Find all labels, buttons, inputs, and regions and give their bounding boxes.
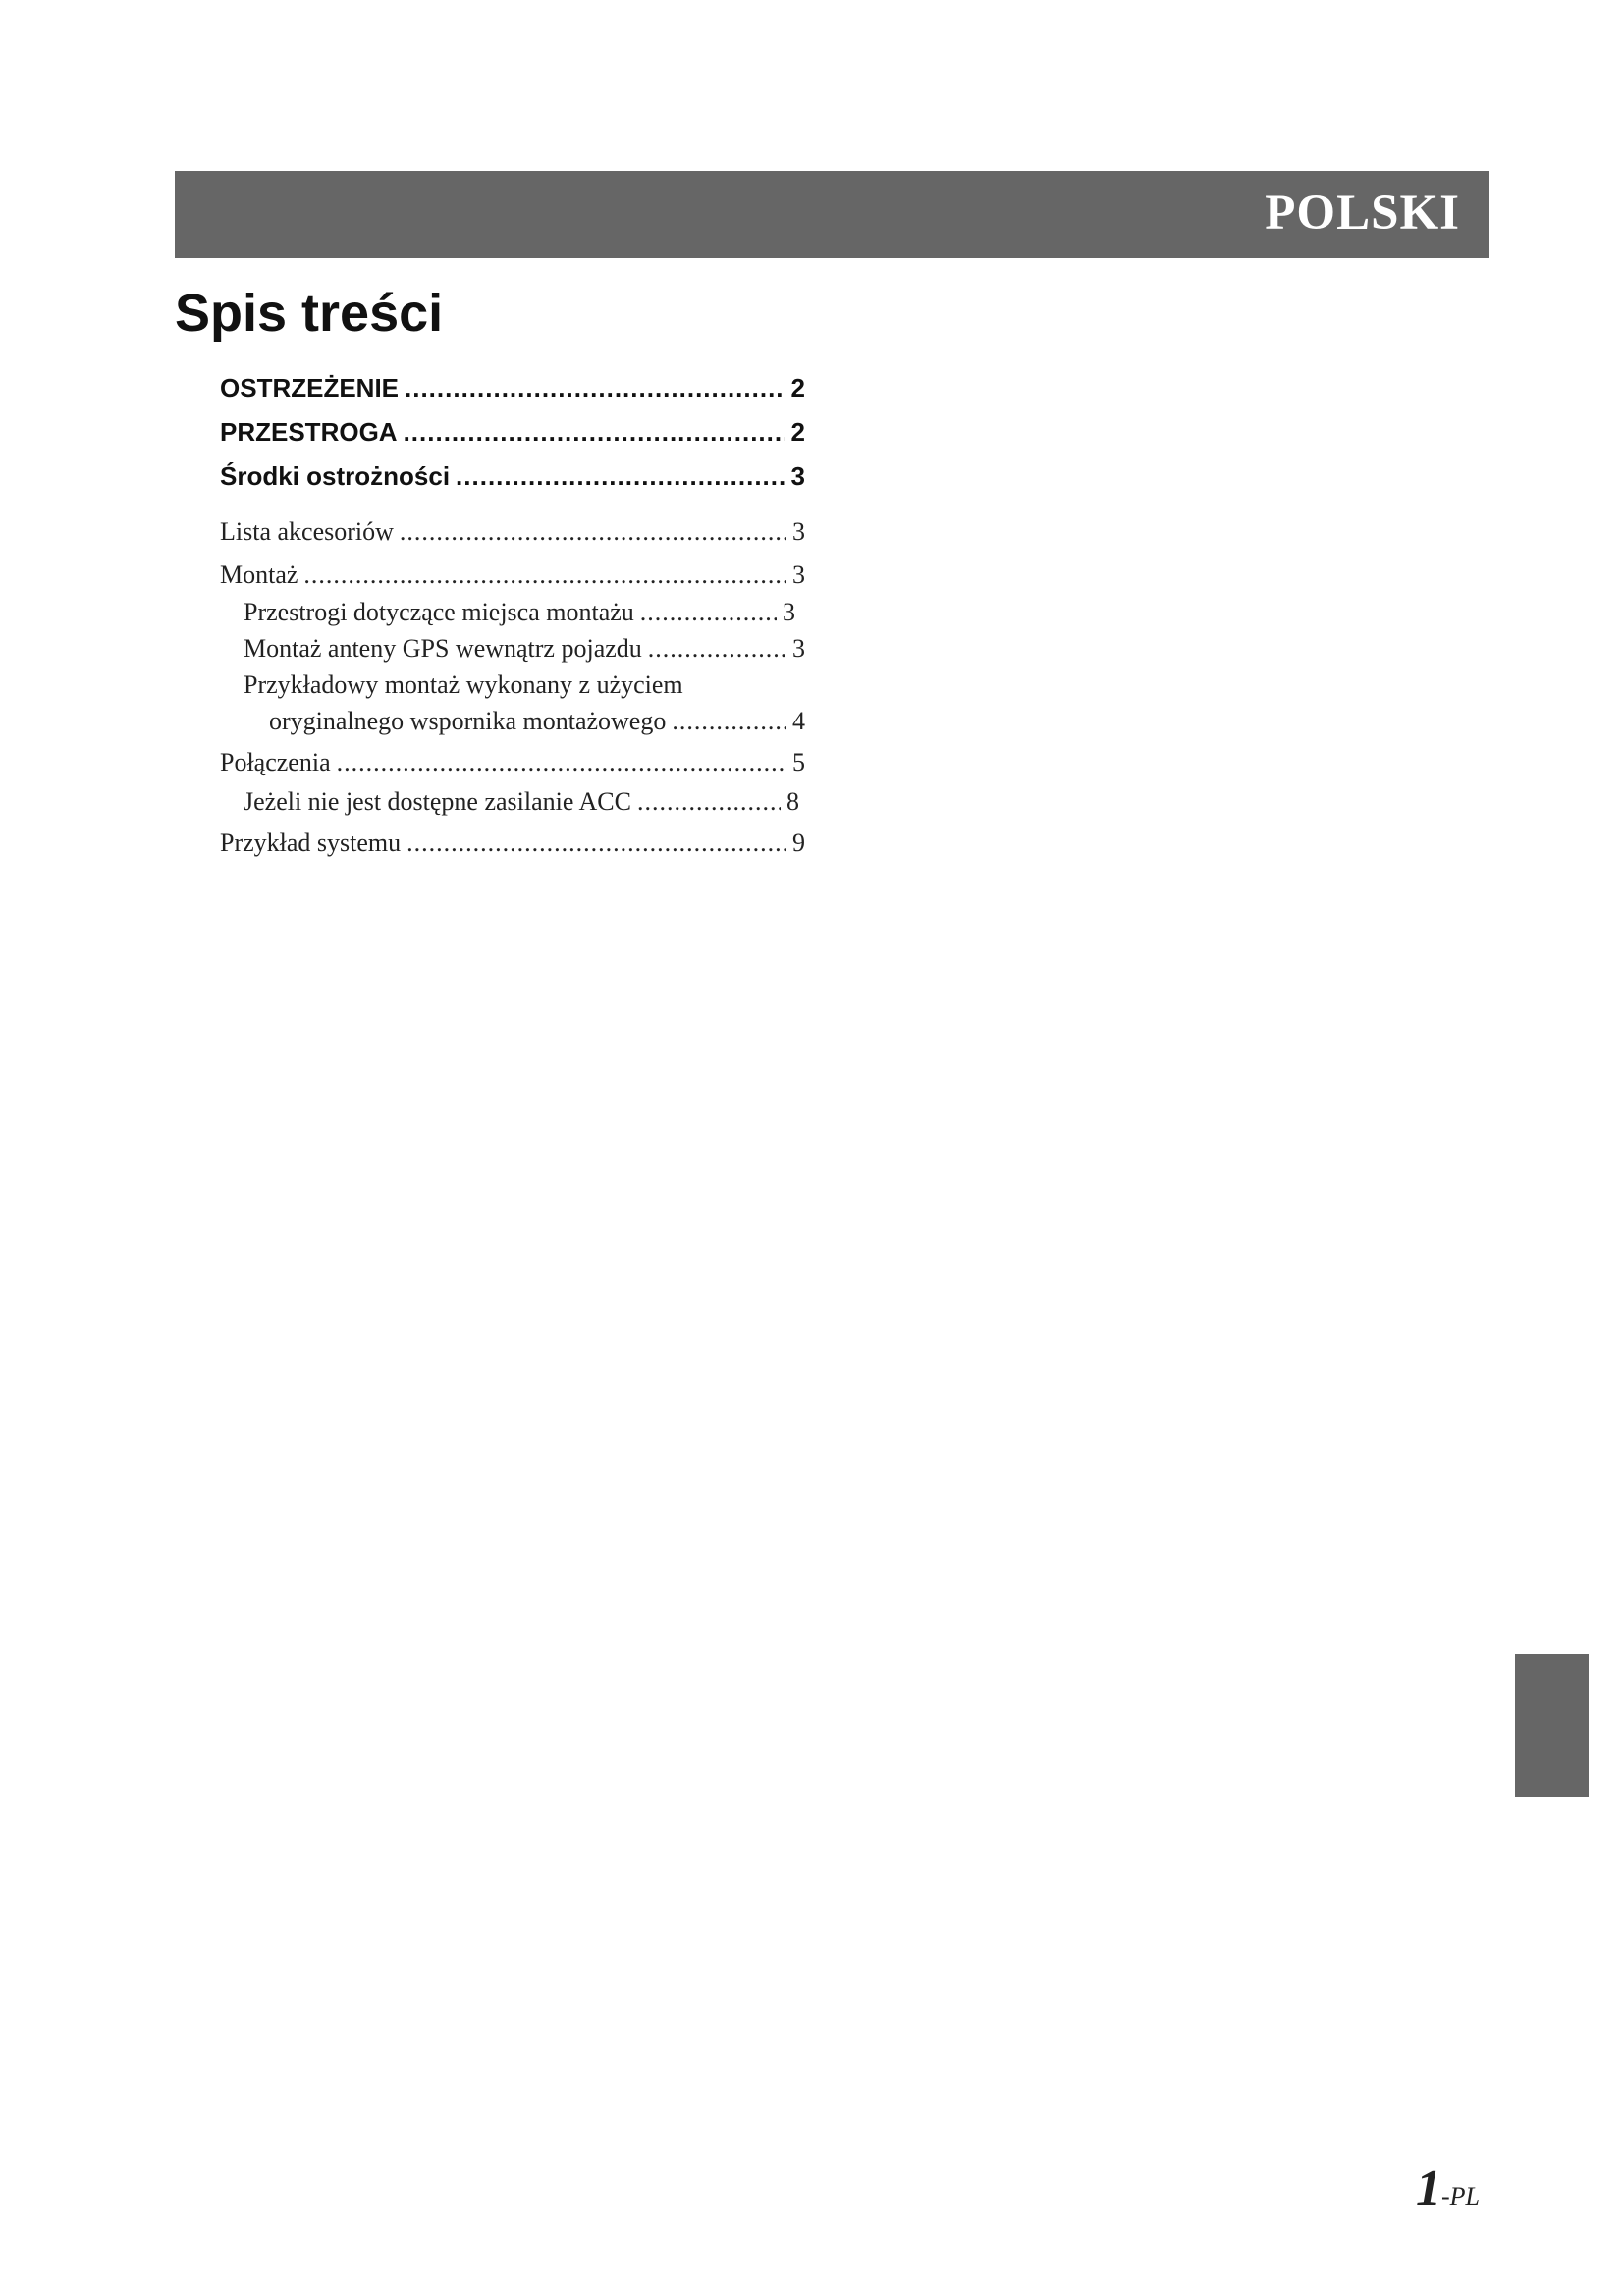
toc-leader bbox=[640, 598, 777, 627]
toc-leader bbox=[337, 748, 786, 777]
toc-leader bbox=[405, 373, 785, 403]
toc-entry-page: 3 bbox=[790, 461, 805, 491]
language-label: POLSKI bbox=[1265, 186, 1460, 240]
toc-entry-title: Montaż anteny GPS wewnątrz pojazdu bbox=[244, 634, 642, 663]
toc-entry-page: 9 bbox=[792, 828, 805, 857]
toc-entry-lista-akcesoriow[interactable] bbox=[220, 517, 805, 547]
page-number-suffix: -PL bbox=[1441, 2182, 1480, 2211]
toc-entry-page: 3 bbox=[792, 517, 805, 546]
toc-leader bbox=[637, 787, 781, 817]
toc-entry-przestroga[interactable] bbox=[220, 417, 805, 448]
toc-entry-przestrogi-miejsca-montazu[interactable] bbox=[244, 598, 795, 627]
page-title: Spis treści bbox=[175, 284, 444, 343]
toc-entry-page: 8 bbox=[786, 787, 799, 816]
toc-entry-title: Przykład systemu bbox=[220, 828, 402, 857]
page-number-value: 1 bbox=[1416, 2161, 1441, 2216]
toc-entry-page: 2 bbox=[790, 417, 805, 447]
toc-leader bbox=[406, 828, 786, 858]
toc-leader bbox=[648, 634, 786, 664]
toc-entry-title: Przestrogi dotyczące miejsca montażu bbox=[244, 598, 634, 626]
toc-entry-page: 3 bbox=[783, 598, 795, 626]
toc-entry-page: 4 bbox=[792, 707, 805, 735]
toc-leader bbox=[404, 417, 785, 448]
toc-leader bbox=[672, 707, 786, 736]
toc-entry-page: 3 bbox=[792, 561, 805, 589]
toc-entry-title: PRZESTROGA bbox=[220, 417, 398, 447]
toc-entry-title: Lista akcesoriów bbox=[220, 517, 394, 546]
toc-entry-title: Środki ostrożności bbox=[220, 461, 451, 491]
toc-entry-ostrzezenie[interactable] bbox=[220, 373, 805, 403]
toc-entry-montaz-anteny-gps[interactable] bbox=[244, 634, 805, 664]
page-number bbox=[1416, 2160, 1480, 2217]
toc-entry-title: oryginalnego wspornika montażowego bbox=[269, 707, 667, 735]
toc-leader bbox=[400, 517, 786, 547]
toc-entry-polaczenia[interactable] bbox=[220, 748, 805, 777]
toc-entry-zasilanie-acc[interactable] bbox=[244, 787, 799, 817]
toc-entry-page: 3 bbox=[792, 634, 805, 663]
toc-entry-przyklad-systemu[interactable] bbox=[220, 828, 805, 858]
toc-leader bbox=[303, 561, 786, 590]
section-thumb-tab bbox=[1515, 1654, 1589, 1797]
toc-entry-przykladowy-montaz[interactable] bbox=[269, 707, 805, 736]
language-banner bbox=[175, 171, 1489, 258]
toc-entry-srodki-ostroznosci[interactable] bbox=[220, 461, 805, 492]
toc-entry-montaz[interactable] bbox=[220, 561, 805, 590]
toc-entry-title: OSTRZEŻENIE bbox=[220, 373, 400, 402]
toc-entry-przykladowy-montaz-line1[interactable]: Przykładowy montaż wykonany z użyciem bbox=[244, 670, 683, 699]
toc-entry-title: Montaż bbox=[220, 561, 298, 589]
toc-entry-page: 2 bbox=[790, 373, 805, 402]
toc-leader bbox=[456, 461, 785, 492]
toc-entry-page: 5 bbox=[792, 748, 805, 776]
toc-entry-title: Jeżeli nie jest dostępne zasilanie ACC bbox=[244, 787, 631, 816]
toc-entry-title: Połączenia bbox=[220, 748, 331, 776]
